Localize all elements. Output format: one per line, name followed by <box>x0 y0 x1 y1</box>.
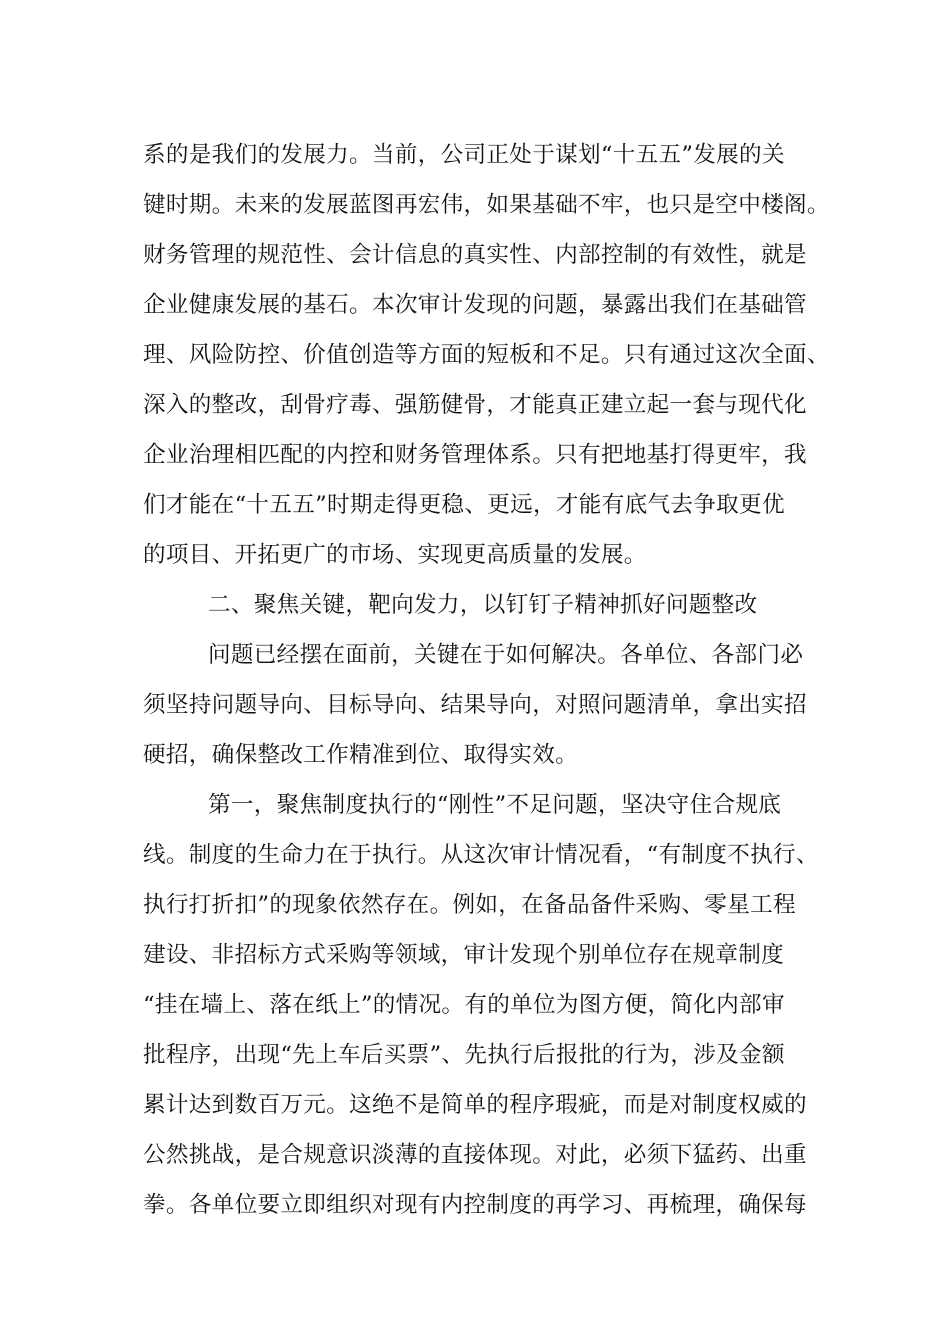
text-line: 第一，聚焦制度执行的“刚性”不足问题，坚决守住合规底 <box>208 792 782 818</box>
text-line: 系的是我们的发展力。当前，公司正处于谋划“十五五”发展的关 <box>143 142 785 168</box>
text-line: 问题已经摆在面前，关键在于如何解决。各单位、各部门必 <box>208 642 804 668</box>
text-line: 企业健康发展的基石。本次审计发现的问题，暴露出我们在基础管 <box>143 292 807 318</box>
text-line: 们才能在“十五五”时期走得更稳、更远，才能有底气去争取更优 <box>143 492 785 518</box>
text-line: 线。制度的生命力在于执行。从这次审计情况看，“有制度不执行、 <box>143 842 819 868</box>
text-line: 理、风险防控、价值创造等方面的短板和不足。只有通过这次全面、 <box>143 342 830 368</box>
text-line: 批程序，出现“先上车后买票”、先执行后报批的行为，涉及金额 <box>143 1042 785 1068</box>
text-line: 财务管理的规范性、会计信息的真实性、内部控制的有效性，就是 <box>143 242 807 268</box>
text-line: 的项目、开拓更广的市场、实现更高质量的发展。 <box>143 542 647 568</box>
text-line: 累计达到数百万元。这绝不是简单的程序瑕疵，而是对制度权威的 <box>143 1092 807 1118</box>
text-line: 企业治理相匹配的内控和财务管理体系。只有把地基打得更牢，我 <box>143 442 807 468</box>
text-line: 拳。各单位要立即组织对现有内控制度的再学习、再梳理，确保每 <box>143 1192 807 1218</box>
text-line: 须坚持问题导向、目标导向、结果导向，对照问题清单，拿出实招 <box>143 692 807 718</box>
text-line: 硬招，确保整改工作精准到位、取得实效。 <box>143 742 578 768</box>
text-line: “挂在墙上、落在纸上”的情况。有的单位为图方便，简化内部审 <box>143 992 785 1018</box>
text-line: 执行打折扣”的现象依然存在。例如，在备品备件采购、零星工程 <box>143 892 796 918</box>
text-line: 建设、非招标方式采购等领域，审计发现个别单位存在规章制度 <box>143 942 785 968</box>
text-line: 公然挑战，是合规意识淡薄的直接体现。对此，必须下猛药、出重 <box>143 1142 807 1168</box>
section-heading: 二、聚焦关键，靶向发力，以钉钉子精神抓好问题整改 <box>208 592 758 618</box>
text-line: 键时期。未来的发展蓝图再宏伟，如果基础不牢，也只是空中楼阁。 <box>143 192 830 218</box>
text-line: 深入的整改，刮骨疗毒、强筋健骨，才能真正建立起一套与现代化 <box>143 392 807 418</box>
